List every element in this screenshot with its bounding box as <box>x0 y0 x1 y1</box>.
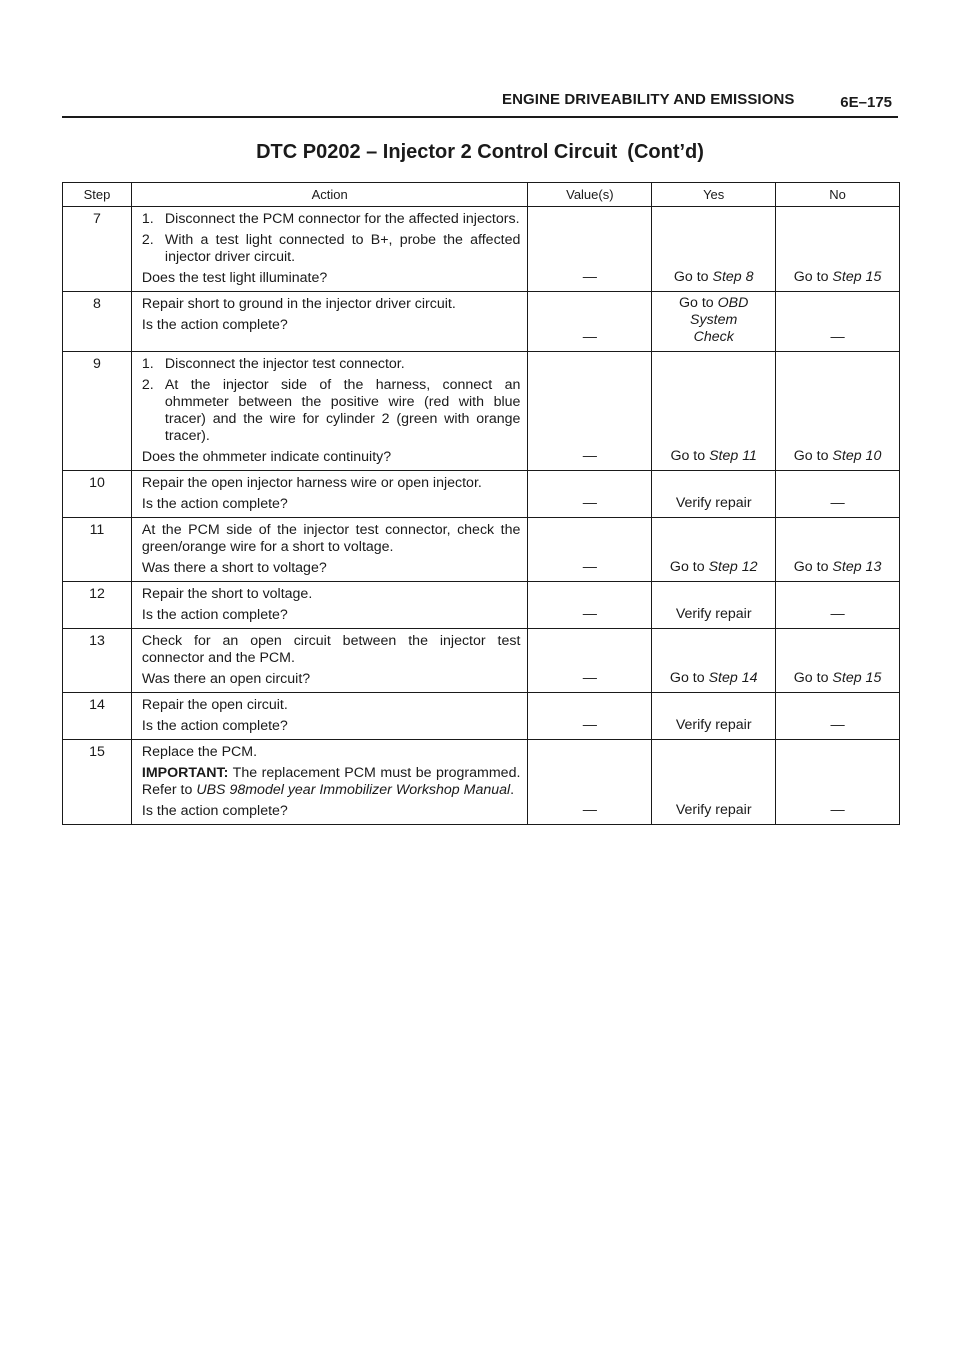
step-number: 9 <box>63 352 132 471</box>
step-reference: Step 8 <box>712 269 754 285</box>
table-row <box>63 582 900 629</box>
step-number: 7 <box>63 207 132 292</box>
page-title <box>0 141 960 164</box>
yes-cell: Verify repair <box>652 471 776 518</box>
step-reference: Step 12 <box>708 559 758 575</box>
step-number: 14 <box>63 693 132 740</box>
step-reference: Step 15 <box>832 670 882 686</box>
action-item: 2. With a test light connected to B+, probe the affected injector driver circuit. <box>141 232 521 265</box>
table-row <box>63 693 900 740</box>
action-cell <box>131 292 527 352</box>
value-cell: — <box>528 740 652 825</box>
action-text: Repair the open circuit. <box>141 697 288 713</box>
title-continued: (Cont’d) <box>627 141 704 163</box>
step-reference: Step 14 <box>708 670 758 686</box>
yes-cell: Go to Step 14 <box>652 629 776 693</box>
yes-cell: Go to Step 11 <box>652 352 776 471</box>
action-question: Is the action complete? <box>141 607 288 623</box>
action-text: Repair the open injector harness wire or open injector. <box>141 475 482 491</box>
value-cell: — <box>528 207 652 292</box>
yes-cell: Verify repair <box>652 740 776 825</box>
action-text: At the PCM side of the injector test connector, check the green/orange wire for a short to voltage. <box>141 522 521 555</box>
step-number: 12 <box>63 582 132 629</box>
action-question: Was there a short to voltage? <box>141 560 327 576</box>
step-number: 11 <box>63 518 132 582</box>
table-row <box>63 740 900 825</box>
yes-cell: Verify repair <box>652 582 776 629</box>
value-cell: — <box>528 292 652 352</box>
no-cell: Go to Step 10 <box>776 352 900 471</box>
column-header-action: Action <box>131 183 527 207</box>
step-number: 10 <box>63 471 132 518</box>
value-cell: — <box>528 352 652 471</box>
action-cell <box>131 740 527 825</box>
section-title: ENGINE DRIVEABILITY AND EMISSIONS <box>502 91 795 108</box>
step-reference: Step 11 <box>709 448 757 464</box>
no-cell: Go to Step 13 <box>776 518 900 582</box>
important-label: IMPORTANT: <box>141 765 229 781</box>
yes-cell: Go to Step 8 <box>652 207 776 292</box>
action-item: 2. At the injector side of the harness, connect an ohmmeter between the positive wire (red with blue tracer) and the wire for cylinder 2 (green with orange tracer). <box>141 377 521 444</box>
action-cell <box>131 518 527 582</box>
page-header <box>62 86 898 118</box>
action-item: 1. Disconnect the PCM connector for the affected injectors. <box>141 211 520 227</box>
no-cell: — <box>776 740 900 825</box>
yes-cell: Go to Step 12 <box>652 518 776 582</box>
no-cell: — <box>776 693 900 740</box>
step-reference: Step 15 <box>832 269 882 285</box>
no-cell: — <box>776 292 900 352</box>
action-cell <box>131 471 527 518</box>
page-number: 6E–175 <box>840 94 892 111</box>
title-main: DTC P0202 – Injector 2 Control Circuit <box>256 141 618 163</box>
action-text: Replace the PCM. <box>141 744 258 760</box>
step-reference: Step 10 <box>832 448 882 464</box>
yes-cell: Go to OBD System Check <box>652 292 776 352</box>
action-item: 1. Disconnect the injector test connector. <box>141 356 405 372</box>
column-header-values: Value(s) <box>528 183 652 207</box>
action-text: Repair short to ground in the injector driver circuit. <box>141 296 456 312</box>
step-reference: Step 13 <box>832 559 882 575</box>
no-cell: Go to Step 15 <box>776 207 900 292</box>
manual-reference: UBS 98model year Immobilizer Workshop Manual <box>196 782 511 798</box>
value-cell: — <box>528 518 652 582</box>
action-question: Is the action complete? <box>141 496 288 512</box>
column-header-yes: Yes <box>652 183 776 207</box>
action-question: Was there an open circuit? <box>141 671 311 687</box>
column-header-step: Step <box>63 183 132 207</box>
action-cell <box>131 582 527 629</box>
column-header-no: No <box>776 183 900 207</box>
action-question: Is the action complete? <box>141 803 288 819</box>
action-question: Is the action complete? <box>141 317 288 333</box>
action-cell <box>131 629 527 693</box>
value-cell: — <box>528 629 652 693</box>
action-cell <box>131 352 527 471</box>
action-text: Check for an open circuit between the injector test connector and the PCM. <box>141 633 521 666</box>
no-cell: — <box>776 582 900 629</box>
no-cell: Go to Step 15 <box>776 629 900 693</box>
table-row <box>63 207 900 292</box>
table-row <box>63 471 900 518</box>
step-number: 13 <box>63 629 132 693</box>
value-cell: — <box>528 471 652 518</box>
table-row <box>63 629 900 693</box>
value-cell: — <box>528 582 652 629</box>
action-question: Is the action complete? <box>141 718 288 734</box>
action-text: Repair the short to voltage. <box>141 586 313 602</box>
action-question: Does the test light illuminate? <box>141 270 328 286</box>
important-note: IMPORTANT: The replacement PCM must be programmed. Refer to UBS 98model year Immobilizer Workshop Manual. <box>141 765 521 798</box>
table-row <box>63 518 900 582</box>
no-cell: — <box>776 471 900 518</box>
action-cell <box>131 693 527 740</box>
action-question: Does the ohmmeter indicate continuity? <box>141 449 392 465</box>
step-number: 8 <box>63 292 132 352</box>
step-number: 15 <box>63 740 132 825</box>
table-header-row <box>63 183 900 207</box>
diagnostic-table <box>62 182 900 825</box>
action-cell <box>131 207 527 292</box>
table-row <box>63 352 900 471</box>
yes-cell: Verify repair <box>652 693 776 740</box>
value-cell: — <box>528 693 652 740</box>
table-row <box>63 292 900 352</box>
